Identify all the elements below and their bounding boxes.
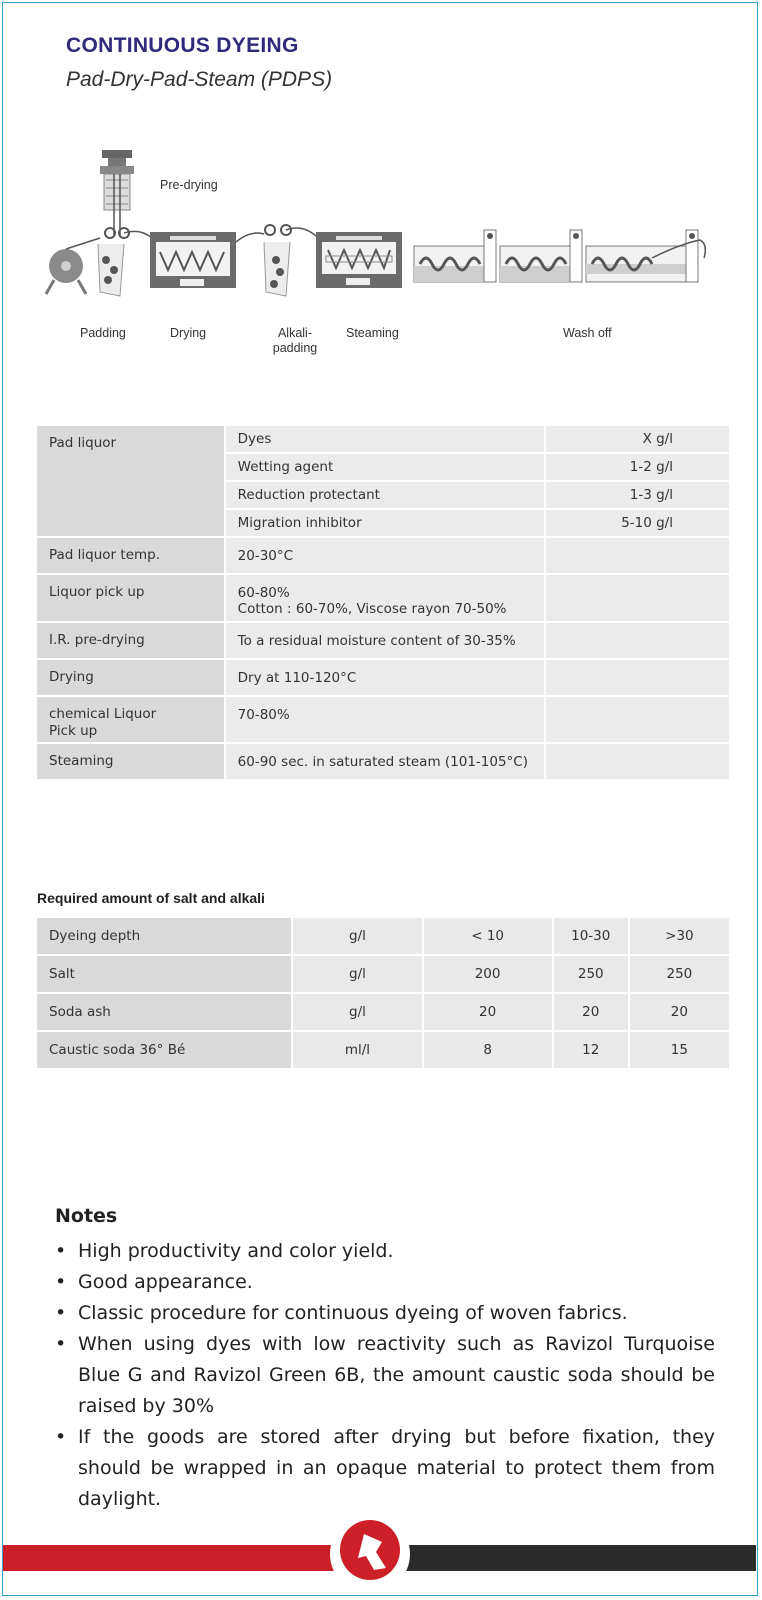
table-cell: Dyeing depth <box>37 918 291 954</box>
param-value: 60-90 sec. in saturated steam (101-105°C) <box>226 744 545 779</box>
param-value-line: Cotton : 60-70%, Viscose rayon 70-50% <box>237 601 507 617</box>
table-cell: g/l <box>293 956 421 992</box>
pre-drying-tower-icon <box>102 150 132 158</box>
param-label: Liquor pick up <box>37 575 224 621</box>
param-label: Steaming <box>37 744 224 779</box>
pad-liquor-item-amount: 5-10 g/l <box>546 510 729 536</box>
table-cell: < 10 <box>424 918 552 954</box>
table-row <box>37 426 729 452</box>
param-value <box>226 575 545 621</box>
table-cell: 8 <box>424 1032 552 1068</box>
wash-off-units-icon <box>414 230 705 282</box>
param-label: chemical Liquor Pick up <box>37 697 224 742</box>
stage-label-steaming: Steaming <box>346 326 399 340</box>
table-cell: >30 <box>630 918 729 954</box>
table-row <box>37 538 729 573</box>
page-subtitle: Pad-Dry-Pad-Steam (PDPS) <box>66 68 333 91</box>
param-label: I.R. pre-drying <box>37 623 224 658</box>
table-cell: 250 <box>554 956 628 992</box>
notes-heading: Notes <box>55 1205 118 1227</box>
table-cell: 20 <box>424 994 552 1030</box>
param-extra <box>546 697 729 742</box>
stage-label-drying: Drying <box>170 326 207 340</box>
table-cell: 20 <box>554 994 628 1030</box>
footer-bar-dark <box>403 1545 756 1571</box>
param-label: Pad liquor temp. <box>37 538 224 573</box>
table-row <box>37 918 729 954</box>
note-item: • When using dyes with low reactivity such as Ravizol Turquoise Blue G and Ravizol Green 6B, the amount caustic soda should be raised by 30% <box>55 1329 715 1422</box>
param-label: Drying <box>37 660 224 695</box>
process-machinery-illustration <box>40 148 730 308</box>
table-cell: ml/l <box>293 1032 421 1068</box>
table-row <box>37 994 729 1030</box>
table-row <box>37 697 729 742</box>
table-row <box>37 575 729 621</box>
param-value: Dry at 110-120°C <box>226 660 545 695</box>
note-item: • If the goods are stored after drying but before fixation, they should be wrapped in an opaque material to protect them from daylight. <box>55 1422 715 1515</box>
param-extra <box>546 538 729 573</box>
table-cell: Salt <box>37 956 291 992</box>
param-value: 70-80% <box>226 697 545 742</box>
table-cell: g/l <box>293 918 421 954</box>
table-cell: 12 <box>554 1032 628 1068</box>
table-row <box>37 660 729 695</box>
param-extra <box>546 660 729 695</box>
param-value: To a residual moisture content of 30-35% <box>226 623 545 658</box>
process-diagram <box>40 148 730 355</box>
table-cell: g/l <box>293 994 421 1030</box>
stage-label-wash-off: Wash off <box>563 326 612 340</box>
table-cell: Soda ash <box>37 994 291 1030</box>
pad-liquor-item-name: Migration inhibitor <box>226 510 545 536</box>
pad-liquor-item-name: Wetting agent <box>226 454 545 480</box>
page-title: CONTINUOUS DYEING <box>66 34 299 57</box>
pad-liquor-item-name: Dyes <box>226 426 545 452</box>
note-item: • Good appearance. <box>55 1267 715 1298</box>
process-parameters-table <box>35 424 731 781</box>
brand-logo-icon <box>328 1512 412 1596</box>
param-value: 20-30°C <box>226 538 545 573</box>
note-item: • Classic procedure for continuous dyeing of woven fabrics. <box>55 1298 715 1329</box>
param-value-line: 60-80% <box>237 585 290 601</box>
table-row <box>37 623 729 658</box>
table-cell: 200 <box>424 956 552 992</box>
stage-label-alkali-padding: Alkali- padding <box>272 326 318 355</box>
pad-liquor-item-amount: X g/l <box>546 426 729 452</box>
table-cell: 20 <box>630 994 729 1030</box>
table-cell: Caustic soda 36° Bé <box>37 1032 291 1068</box>
param-extra <box>546 623 729 658</box>
table-cell: 250 <box>630 956 729 992</box>
table-cell: 15 <box>630 1032 729 1068</box>
salt-alkali-table <box>35 916 731 1070</box>
table-cell: 10-30 <box>554 918 628 954</box>
table-row <box>37 1032 729 1068</box>
table-row <box>37 956 729 992</box>
note-item: • High productivity and color yield. <box>55 1236 715 1267</box>
notes-list <box>55 1236 715 1515</box>
footer-bar-red <box>3 1545 335 1571</box>
salt-alkali-heading: Required amount of salt and alkali <box>37 890 265 906</box>
param-extra <box>546 744 729 779</box>
table-row <box>37 744 729 779</box>
pad-liquor-item-amount: 1-3 g/l <box>546 482 729 508</box>
pre-drying-label: Pre-drying <box>160 178 218 192</box>
pad-liquor-label: Pad liquor <box>37 426 224 536</box>
param-extra <box>546 575 729 621</box>
stage-label-padding: Padding <box>80 326 126 340</box>
pad-liquor-item-amount: 1-2 g/l <box>546 454 729 480</box>
pad-liquor-item-name: Reduction protectant <box>226 482 545 508</box>
alkali-padding-trough-icon <box>264 242 290 296</box>
